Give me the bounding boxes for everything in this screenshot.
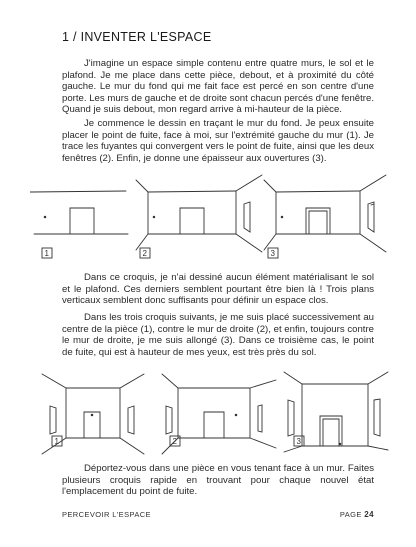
footer-section-title: PERCEVOIR L'ESPACE: [62, 510, 151, 519]
sketch-row-1: [30, 170, 390, 262]
sketch-label: 2: [172, 437, 177, 446]
sketch-1-2: [136, 175, 262, 252]
paragraph-5: Déportez-vous dans une pièce en vous tenant face à un mur. Faites plusieurs croquis rapide en trouvant pour chaque nouvel état l'emplacement du point de fuite.: [62, 463, 374, 498]
page-number: PAGE 24: [339, 510, 374, 519]
paragraph-3: Dans ce croquis, je n'ai dessiné aucun élément matérialisant le sol et le plafond. Ces derniers semblent pourtant être bien là ! Trois plans verticaux semblent donc suffisants pour définir un espace clos.: [62, 272, 374, 307]
sketch-2-2: [162, 374, 276, 454]
page-title: 1 / INVENTER L'ESPACE: [62, 30, 212, 44]
sketch-row-2: [40, 370, 390, 462]
sketch-label: 3: [296, 437, 301, 446]
sketch-1-3: [264, 175, 386, 252]
paragraph-2: Je commence le dessin en traçant le mur du fond. Je peux ensuite placer le point de fuite, face à moi, sur l'extrémité gauche du mur (1). Je trace les fuyantes qui convergent vers le point de fuite, ainsi que les deux fenêtres (2). Enfin, je donne une épaisseur aux ouvertures (3).: [62, 118, 374, 164]
paragraph-1: J'imagine un espace simple contenu entre quatre murs, le sol et le plafond. Je me place dans cette pièce, debout, et à proximité du côté gauche. Le mur du fond qui me fait face est percé en son centre d'une porte. Les murs de gauche et de droite sont chacun percés d'une fenêtre. Quand je suis debout, mon regard arrive à mi-hauteur de la pièce.: [62, 58, 374, 116]
sketch-label: 1: [54, 437, 59, 446]
sketch-1-1: [30, 191, 128, 234]
sketch-label: 1: [44, 249, 49, 258]
sketch-label: 2: [142, 249, 147, 258]
sketch-label: 3: [270, 249, 275, 258]
paragraph-4: Dans les trois croquis suivants, je me suis placé successivement au centre de la pièce (1), contre le mur de droite (2), et enfin, toujours contre le mur de droite, je me suis allongé (3). Dans ce troisième cas, le point de fuite, qui est à hauteur de mes yeux, est très près du sol.: [62, 312, 374, 358]
